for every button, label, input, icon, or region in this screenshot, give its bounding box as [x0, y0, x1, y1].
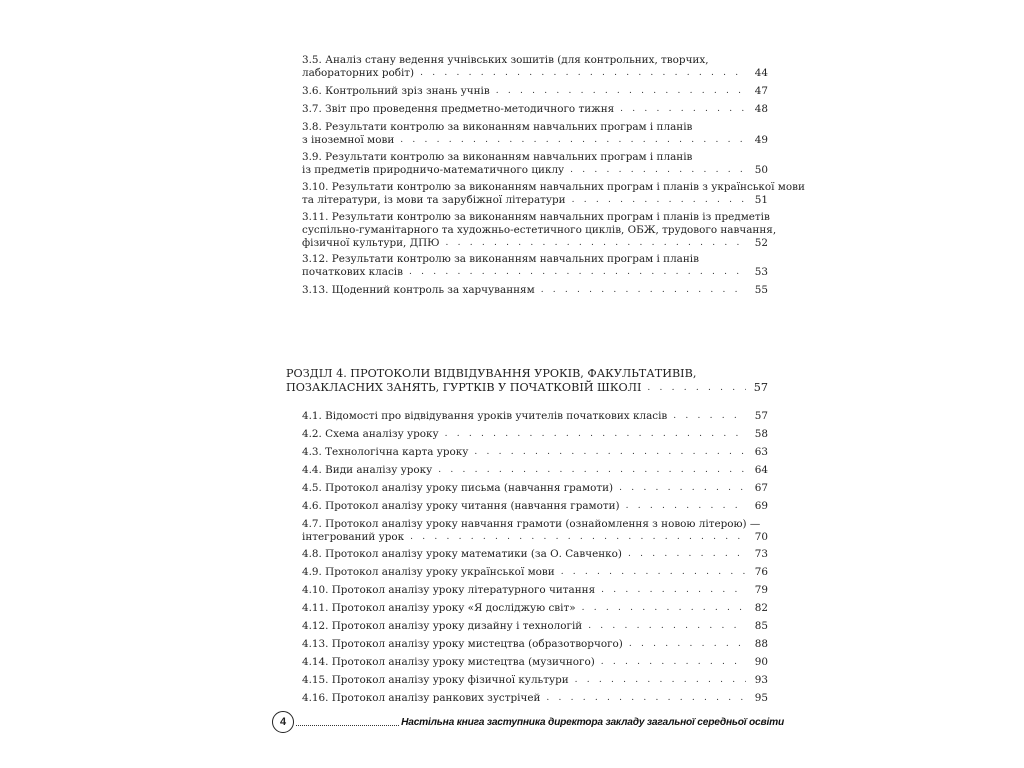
toc-section-heading[interactable]	[286, 367, 768, 395]
toc-entry-text: 4.9. Протокол аналізу уроку української мови	[302, 566, 555, 578]
toc-page-number: 67	[754, 482, 768, 494]
toc-page-number: 85	[754, 620, 768, 632]
toc-entry-text: 4.6. Протокол аналізу уроку читання (навчання грамоти)	[302, 500, 620, 512]
toc-entry-text: 4.12. Протокол аналізу уроку дизайну і технологій	[302, 620, 583, 632]
toc-entry[interactable]	[302, 638, 768, 651]
toc-entry[interactable]	[302, 566, 768, 579]
toc-entry[interactable]	[302, 181, 805, 207]
toc-entry-text: 3.10. Результати контролю за виконанням навчальних програм і планів з української мови	[302, 181, 805, 193]
dot-leader	[575, 674, 746, 687]
toc-entry[interactable]	[302, 121, 768, 147]
dot-leader	[572, 194, 746, 207]
toc-page-number: 90	[754, 656, 768, 668]
dot-leader	[541, 284, 746, 297]
toc-page-number: 76	[754, 566, 768, 578]
toc-entry-text: 3.7. Звіт про проведення предметно-методичного тижня	[302, 103, 615, 115]
dot-leader	[601, 656, 746, 669]
toc-entry-text: інтегрований урок	[302, 531, 405, 543]
toc-entry[interactable]	[302, 602, 768, 615]
dot-leader	[445, 428, 746, 441]
toc-entry[interactable]	[302, 518, 768, 544]
toc-entry[interactable]	[302, 85, 768, 98]
toc-page-number: 69	[754, 500, 768, 512]
toc-entry-text: 3.13. Щоденний контроль за харчуванням	[302, 284, 535, 296]
toc-entry-text: 3.6. Контрольний зріз знань учнів	[302, 85, 490, 97]
toc-page-number: 58	[754, 428, 768, 440]
dot-leader	[588, 620, 746, 633]
toc-entry[interactable]	[302, 464, 768, 477]
dot-leader	[628, 548, 746, 561]
toc-entry-text: ПОЗАКЛАСНИХ ЗАНЯТЬ, ГУРТКІВ У ПОЧАТКОВІЙ ШКОЛІ	[286, 381, 642, 394]
dot-leader	[420, 67, 746, 80]
toc-page-number: 95	[754, 692, 768, 704]
dot-leader	[626, 500, 746, 513]
toc-entry[interactable]	[302, 674, 768, 687]
dot-leader	[582, 602, 746, 615]
toc-entry-text: 3.11. Результати контролю за виконанням навчальних програм і планів із предметів	[302, 211, 770, 223]
toc-page-number: 64	[754, 464, 768, 476]
toc-entry-text: 3.9. Результати контролю за виконанням навчальних програм і планів	[302, 151, 693, 163]
toc-page-number: 51	[754, 194, 768, 206]
toc-entry-text: 4.13. Протокол аналізу уроку мистецтва (образотворчого)	[302, 638, 623, 650]
toc-entry[interactable]	[302, 656, 768, 669]
dot-leader	[647, 381, 746, 395]
toc-entry-text: 4.15. Протокол аналізу уроку фізичної культури	[302, 674, 569, 686]
toc-entry-text: та літератури, із мови та зарубіжної літератури	[302, 194, 566, 206]
toc-page-number: 57	[753, 381, 768, 394]
dot-leader	[561, 566, 746, 579]
toc-entry-text: 4.2. Схема аналізу уроку	[302, 428, 439, 440]
toc-entry[interactable]	[302, 428, 768, 441]
toc-page-number: 52	[754, 237, 768, 249]
toc-entry-text: РОЗДІЛ 4. ПРОТОКОЛИ ВІДВІДУВАННЯ УРОКІВ, ФАКУЛЬТАТИВІВ,	[286, 367, 697, 380]
toc-entry-text: 4.16. Протокол аналізу ранкових зустрічей	[302, 692, 541, 704]
toc-page-number: 48	[754, 103, 768, 115]
toc-entry-text: 3.12. Результати контролю за виконанням навчальних програм і планів	[302, 253, 699, 265]
dot-leader	[410, 531, 746, 544]
dot-leader	[438, 464, 746, 477]
page-number-badge: 4	[272, 711, 294, 733]
toc-entry[interactable]	[302, 584, 768, 597]
toc-entry-text: 3.5. Аналіз стану ведення учнівських зошитів (для контрольних, творчих,	[302, 54, 709, 66]
toc-entry[interactable]	[302, 620, 768, 633]
toc-entry[interactable]	[302, 500, 768, 513]
toc-entry-text: 4.8. Протокол аналізу уроку математики (за О. Савченко)	[302, 548, 622, 560]
dot-leader	[629, 638, 746, 651]
toc-entry[interactable]	[302, 482, 768, 495]
dot-leader	[620, 103, 746, 116]
toc-page-number: 53	[754, 266, 768, 278]
toc-entry-text: 4.11. Протокол аналізу уроку «Я досліджую світ»	[302, 602, 576, 614]
toc-entry[interactable]	[302, 151, 768, 177]
toc-entry-text: 4.14. Протокол аналізу уроку мистецтва (музичного)	[302, 656, 595, 668]
footer-dotted-rule	[296, 725, 399, 726]
toc-entry-text: 4.5. Протокол аналізу уроку письма (навчання грамоти)	[302, 482, 614, 494]
toc-entry-text: з іноземної мови	[302, 134, 395, 146]
toc-page-number: 49	[754, 134, 768, 146]
dot-leader	[673, 410, 746, 423]
toc-page-number: 79	[754, 584, 768, 596]
toc-entry[interactable]	[302, 253, 768, 279]
toc-page-number: 88	[754, 638, 768, 650]
toc-entry[interactable]	[302, 211, 777, 250]
toc-entry[interactable]	[302, 446, 768, 459]
toc-entry-text: 3.8. Результати контролю за виконанням навчальних програм і планів	[302, 121, 693, 133]
dot-leader	[496, 85, 746, 98]
toc-entry[interactable]	[302, 284, 768, 297]
toc-entry-text: 4.7. Протокол аналізу уроку навчання грамоти (ознайомлення з новою літерою) —	[302, 518, 761, 530]
toc-page-number: 47	[754, 85, 768, 97]
toc-entry-text: 4.3. Технологічна карта уроку	[302, 446, 469, 458]
toc-page-number: 70	[754, 531, 768, 543]
dot-leader	[546, 692, 746, 705]
toc-entry[interactable]	[302, 54, 768, 80]
toc-entry-text: із предметів природничо-математичного циклу	[302, 164, 565, 176]
dot-leader	[446, 237, 746, 250]
dot-leader	[474, 446, 746, 459]
toc-page-number: 73	[754, 548, 768, 560]
dot-leader	[601, 584, 746, 597]
dot-leader	[570, 164, 746, 177]
toc-page-number: 82	[754, 602, 768, 614]
page-footer	[272, 709, 784, 735]
toc-entry-text: лабораторних робіт)	[302, 67, 415, 79]
toc-entry-text: 4.4. Види аналізу уроку	[302, 464, 433, 476]
toc-page-number: 44	[754, 67, 768, 79]
toc-entry[interactable]	[302, 410, 768, 423]
dot-leader	[400, 134, 746, 147]
toc-entry-text: фізичної культури, ДПЮ	[302, 237, 440, 249]
toc-page-number: 93	[754, 674, 768, 686]
toc-entry-text: 4.1. Відомості про відвідування уроків учителів початкових класів	[302, 410, 668, 422]
toc-page-number: 63	[754, 446, 768, 458]
toc-entry[interactable]	[302, 692, 768, 705]
toc-page-number: 50	[754, 164, 768, 176]
toc-entry-text: початкових класів	[302, 266, 403, 278]
dot-leader	[619, 482, 746, 495]
toc-entry[interactable]	[302, 548, 768, 561]
footer-book-title: Настільна книга заступника директора закладу загальної середньої освіти	[401, 716, 784, 728]
toc-entry[interactable]	[302, 103, 768, 116]
toc-entry-text: суспільно-гуманітарного та художньо-естетичного циклів, ОБЖ, трудового навчання,	[302, 224, 777, 236]
dot-leader	[409, 266, 746, 279]
toc-page-number: 57	[754, 410, 768, 422]
toc-page-number: 55	[754, 284, 768, 296]
toc-entry-text: 4.10. Протокол аналізу уроку літературного читання	[302, 584, 596, 596]
